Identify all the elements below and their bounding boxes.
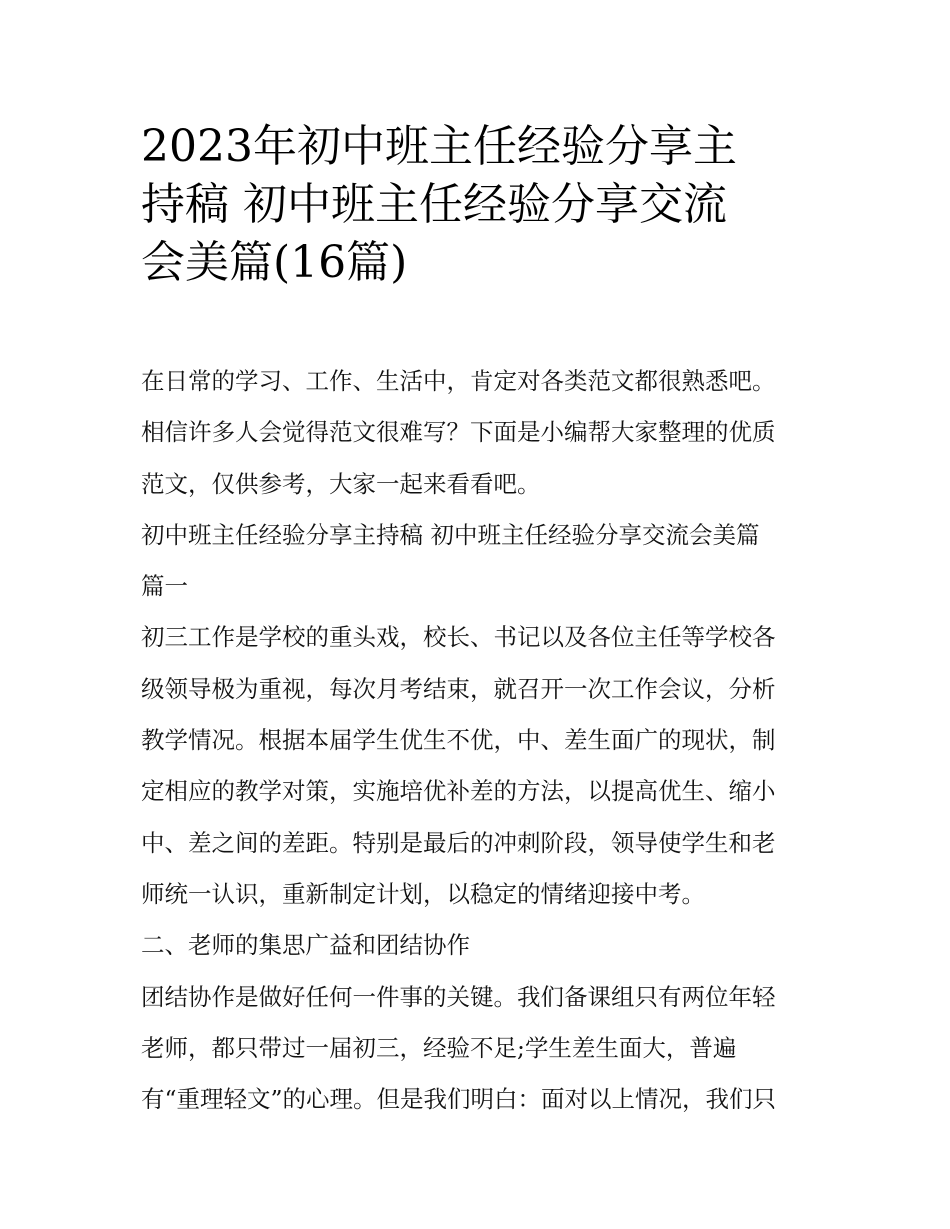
body-line: 范文，仅供参考，大家一起来看看吧。 — [141, 469, 541, 498]
body-line: 团结协作是做好任何一件事的关键。我们备课组只有两位年轻 — [141, 982, 776, 1011]
body-line: 篇一 — [141, 572, 188, 601]
body-line: 初中班主任经验分享主持稿 初中班主任经验分享交流会美篇 — [141, 520, 760, 549]
body-line: 师统一认识，重新制定计划，以稳定的情绪迎接中考。 — [141, 879, 705, 908]
body-line: 有“重理轻文”的心理。但是我们明白：面对以上情况，我们只 — [141, 1085, 777, 1114]
body-line: 级领导极为重视，每次月考结束，就召开一次工作会议，分析 — [141, 674, 776, 703]
document-title — [141, 118, 813, 292]
body-line: 老师，都只带过一届初三，经验不足;学生差生面大，普遍 — [141, 1033, 737, 1062]
body-line: 中、差之间的差距。特别是最后的冲刺阶段，领导使学生和老 — [141, 828, 776, 857]
body-line: 相信许多人会觉得范文很难写？下面是小编帮大家整理的优质 — [141, 418, 776, 447]
body-line: 定相应的教学对策，实施培优补差的方法，以提高优生、缩小 — [141, 777, 776, 806]
title-line: 持稿 初中班主任经验分享交流 — [141, 179, 727, 230]
body-line: 教学情况。根据本届学生优生不优，中、差生面广的现状，制 — [141, 726, 776, 755]
section-heading: 二、老师的集思广益和团结协作 — [141, 931, 470, 960]
title-line: 会美篇(16篇) — [141, 237, 408, 288]
body-line: 在日常的学习、工作、生活中，肯定对各类范文都很熟悉吧。 — [141, 367, 776, 395]
body-line: 初三工作是学校的重头戏，校长、书记以及各位主任等学校各 — [141, 623, 776, 652]
title-line: 2023年初中班主任经验分享主 — [141, 121, 737, 172]
document-body — [141, 356, 817, 1125]
